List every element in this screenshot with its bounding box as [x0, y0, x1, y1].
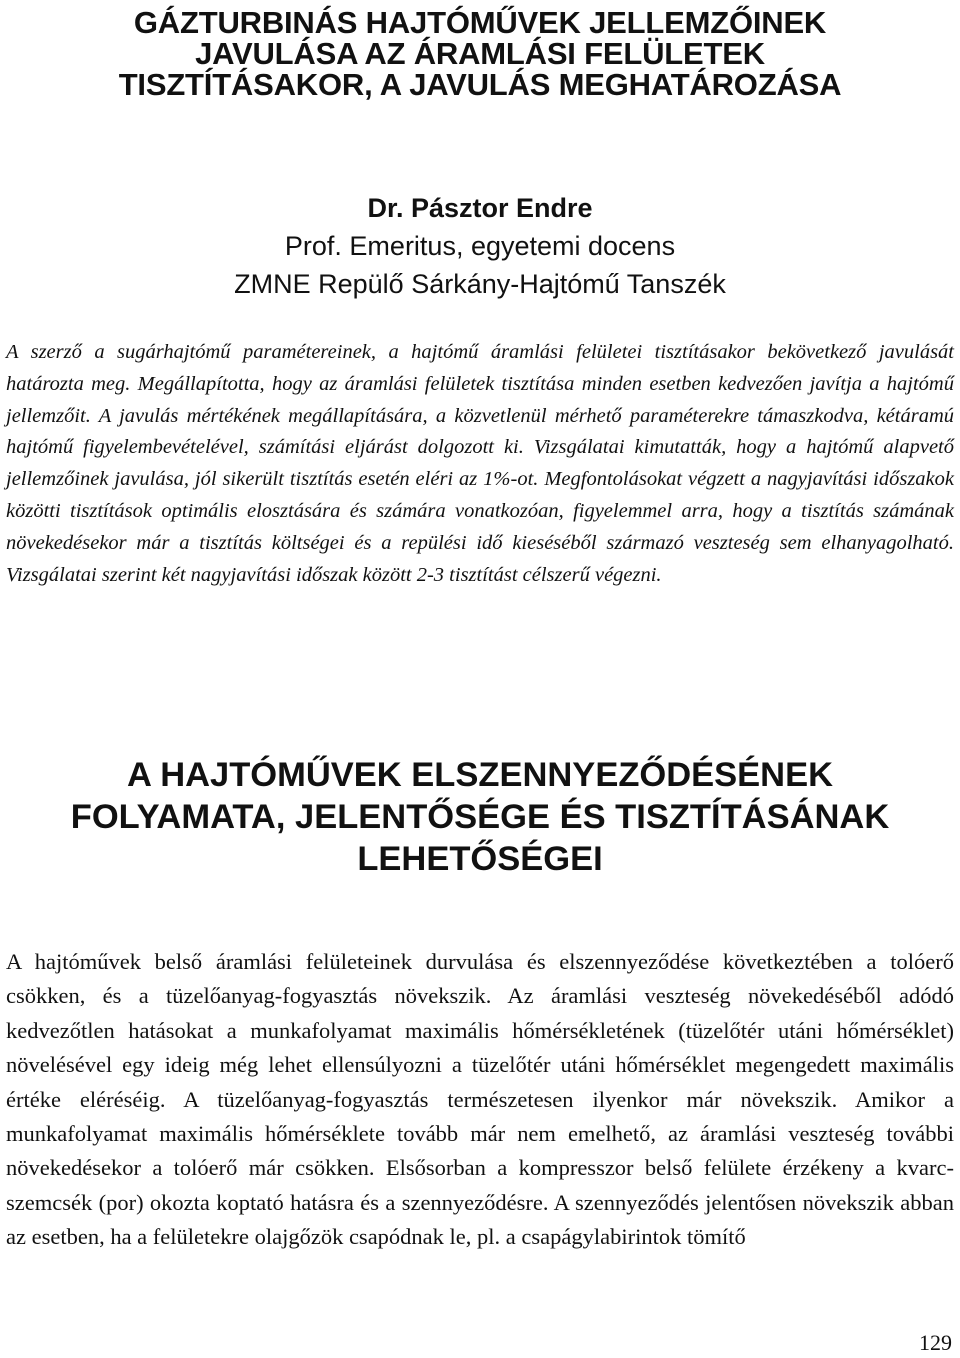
page-number: 129	[919, 1330, 952, 1355]
paper-title-line-1: GÁZTURBINÁS HAJTÓMŰVEK JELLEMZŐINEK	[133, 5, 827, 40]
author-position: Prof. Emeritus, egyetemi docens	[284, 231, 676, 261]
paper-title-line-2: JAVULÁSA AZ ÁRAMLÁSI FELÜLETEK	[195, 36, 765, 71]
section-heading	[6, 754, 954, 880]
author-affiliation: ZMNE Repülő Sárkány-Hajtómű Tanszék	[234, 269, 726, 299]
author-name: Dr. Pásztor Endre	[367, 193, 593, 223]
section-heading-line-1: A HAJTÓMŰVEK ELSZENNYEZŐDÉSÉNEK	[126, 756, 834, 794]
section-heading-line-2: FOLYAMATA, JELENTŐSÉGE ÉS TISZTÍTÁSÁNAK	[70, 798, 890, 836]
body-paragraph: A hajtóművek belső áramlási felületeinek durvulása és elszennyeződése következtében a tolóerő csökken, és a tüzelőanyag-fogyasztás növekszik. Az áramlási veszteség növekedéséből adódó kedvezőtlen hatásokat a munkafolyamat maximális hőmérsékletének (tüzelőtér utáni hőmérséklet) növelésével egy ideig még lehet ellensúlyozni a tüzelőtér utáni hőmérséklet megengedett maximális értéke eléréséig. A tüzelőanyag-fogyasztás természetesen ilyenkor már növekszik. Amikor a munkafolyamat maximális hőmérséklete tovább már nem emelhető, az áramlási veszteség további növekedésekor a tolóerő már csökken. Elsősorban a kompresszor belső felülete érzékeny a kvarc-szemcsék (por) okozta koptató hatásra és a szennyeződésre. A szennyeződés jelentősen növekszik abban az esetben, ha a felületekre olajgőzök csapódnak le, pl. a csapágylabirintok tömítő	[6, 949, 954, 1250]
author-block	[6, 189, 954, 303]
paper-title-line-3: TISZTÍTÁSAKOR, A JAVULÁS MEGHATÁROZÁSA	[118, 67, 842, 102]
document-page	[6, 0, 954, 1358]
section-heading-line-3: LEHETŐSÉGEI	[357, 840, 603, 878]
abstract-paragraph: A szerző a sugárhajtómű paramétereinek, a hajtómű áramlási felületei tisztításakor bekövetkező javulását határozta meg. Megállapította, hogy az áramlási felületek tisztítása minden esetben kedvezően javítja a hajtómű jellemzőit. A javulás mértékének megállapítására, a közvetlenül mérhető paraméterekre támaszkodva, kétáramú hajtómű figyelembevételével, számítási eljárást dolgozott ki. Vizsgálatai kimutatták, hogy a hajtómű alapvető jellemzőinek javulása, jól sikerült tisztítás esetén eléri az 1%-ot. Megfontolásokat végzett a nagyjavítási időszakok közötti tisztítások optimális elosztására és számára vonatkozóan, figyelemmel arra, hogy a tisztítás számának növekedésekor már a tisztítás költségei és a repülési idő kieséséből származó veszteség sem elhanyagolható. Vizsgálatai szerint két nagyjavítási időszak között 2-3 tisztítást célszerű végezni.	[6, 341, 954, 586]
paper-title	[6, 7, 954, 100]
